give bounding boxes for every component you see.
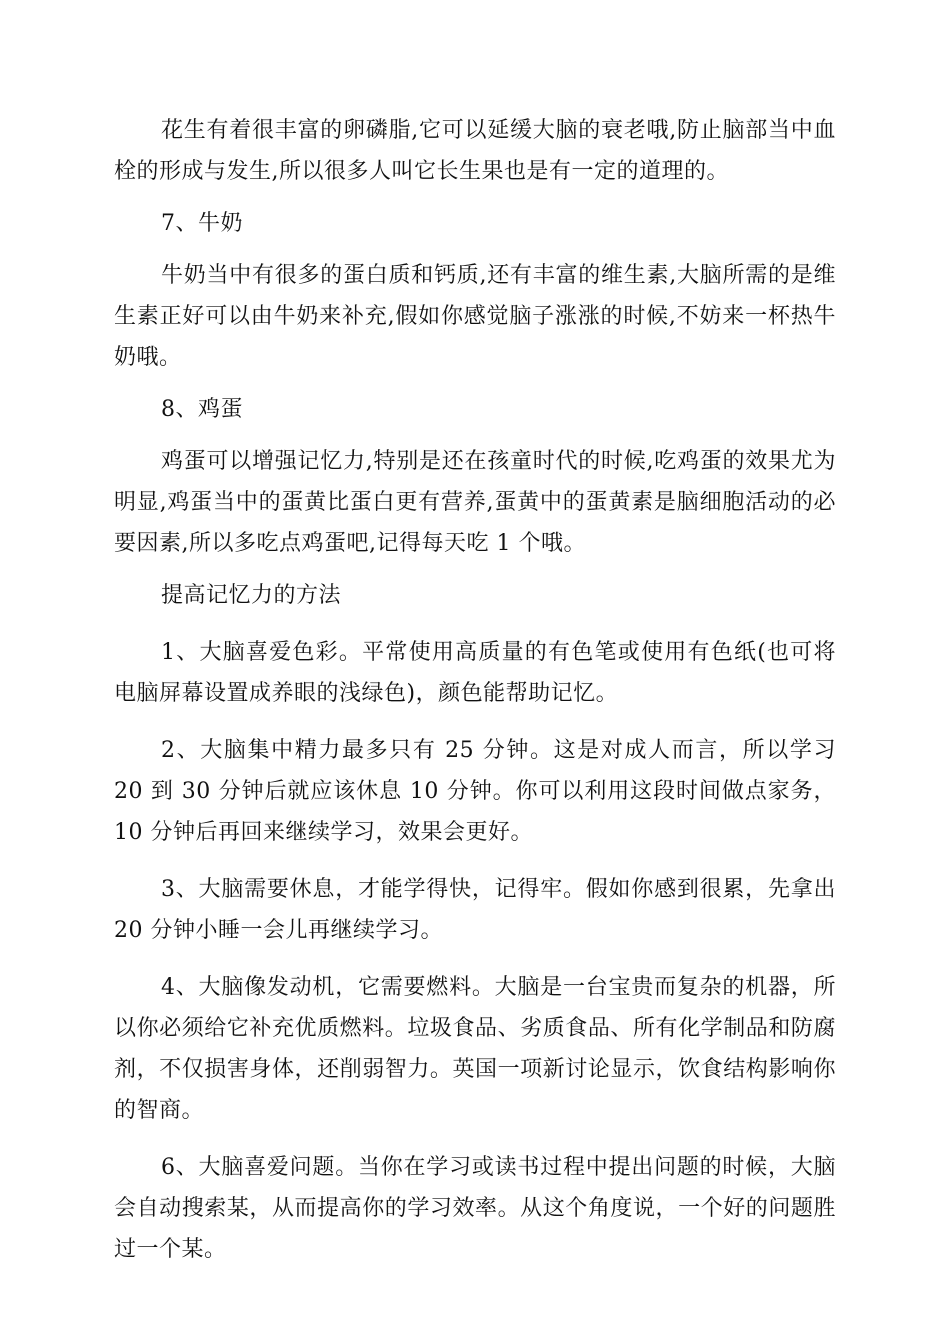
heading-memory-methods: 提高记忆力的方法: [161, 583, 342, 608]
heading-egg: 8、鸡蛋: [161, 397, 243, 422]
heading-milk: 7、牛奶: [161, 211, 243, 236]
paragraph-peanut: 花生有着很丰富的卵磷脂,它可以延缓大脑的衰老哦,防止脑部当中血栓的形成与发生,所以很多人叫它长生果也是有一定的道理的。: [114, 118, 836, 184]
paragraph-method-6: 6、大脑喜爱问题。当你在学习或读书过程中提出问题的时候，大脑会自动搜索某，从而提高你的学习效率。从这个角度说，一个好的问题胜过一个某。: [114, 1155, 836, 1262]
paragraph-milk: 牛奶当中有很多的蛋白质和钙质,还有丰富的维生素,大脑所需的是维生素正好可以由牛奶来补充,假如你感觉脑子涨涨的时候,不妨来一杯热牛奶哦。: [114, 263, 836, 370]
paragraph-method-1: 1、大脑喜爱色彩。平常使用高质量的有色笔或使用有色纸(也可将电脑屏幕设置成养眼的浅绿色)，颜色能帮助记忆。: [114, 640, 836, 706]
document-body: [114, 110, 836, 1270]
paragraph-method-4: 4、大脑像发动机，它需要燃料。大脑是一台宝贵而复杂的机器，所以你必须给它补充优质燃料。垃圾食品、劣质食品、所有化学制品和防腐剂，不仅损害身体，还削弱智力。英国一项新讨论显示，饮食结构影响你的智商。: [114, 975, 836, 1123]
paragraph-method-3: 3、大脑需要休息，才能学得快，记得牢。假如你感到很累，先拿出 20 分钟小睡一会儿再继续学习。: [114, 877, 836, 943]
paragraph-egg: 鸡蛋可以增强记忆力,特别是还在孩童时代的时候,吃鸡蛋的效果尤为明显,鸡蛋当中的蛋黄比蛋白更有营养,蛋黄中的蛋黄素是脑细胞活动的必要因素,所以多吃点鸡蛋吧,记得每天吃 1 个哦。: [114, 449, 836, 556]
paragraph-method-2: 2、大脑集中精力最多只有 25 分钟。这是对成人而言，所以学习 20 到 30 分钟后就应该休息 10 分钟。你可以利用这段时间做点家务，10 分钟后再回来继续学习，效果会更好。: [114, 738, 836, 845]
